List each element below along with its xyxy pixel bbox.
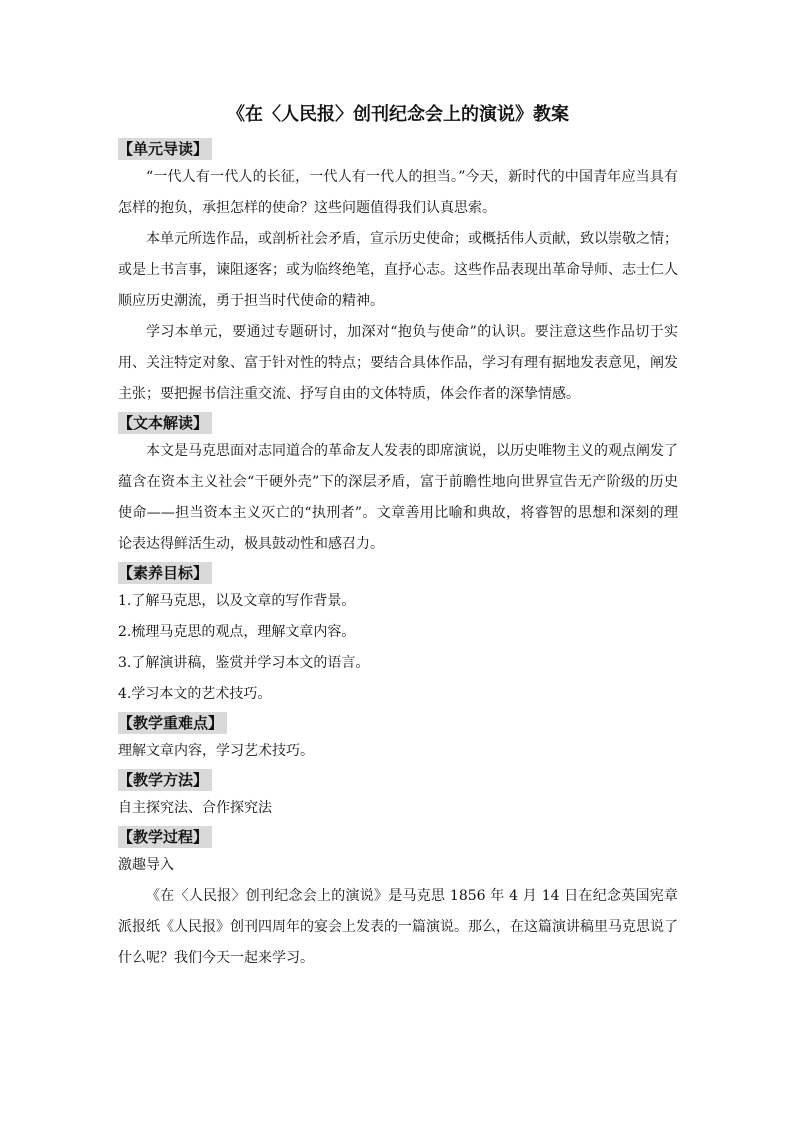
section-key-points bbox=[118, 710, 678, 767]
section-teaching-methods bbox=[118, 767, 678, 824]
section-unit-guide bbox=[118, 136, 678, 410]
paragraph: 本文是马克思面对志同道合的革命友人发表的即席演说，以历史唯物主义的观点阐发了蕴含在资本主义社会“干硬外壳”下的深层矛盾，富于前瞻性地向世界宣告无产阶级的历史使命——担当资本主义灭亡的“执刑者”。文章善用比喻和典故，将睿智的思想和深刻的理论表达得鲜活生动，极具鼓动性和感召力。 bbox=[118, 443, 678, 552]
section-heading: 【教学过程】 bbox=[118, 826, 212, 848]
paragraph: 本单元所选作品，或剖析社会矛盾，宣示历史使命；或概括伟人贡献，致以崇敬之情；或是上书言事，谏阻逐客；或为临终绝笔，直抒心志。这些作品表现出革命导师、志士仁人顺应历史潮流，勇于担当时代使命的精神。 bbox=[118, 231, 678, 309]
text-line: 理解文章内容，学习艺术技巧。 bbox=[118, 743, 314, 759]
paragraph: “一代人有一代人的长征，一代人有一代人的担当。”今天，新时代的中国青年应当具有怎样的抱负，承担怎样的使命？这些问题值得我们认真思索。 bbox=[118, 169, 678, 216]
section-teaching-process bbox=[118, 824, 678, 974]
text-line: 自主探究法、合作探究法 bbox=[118, 800, 272, 816]
section-text-interpretation bbox=[118, 410, 678, 560]
paragraph: 学习本单元，要通过专题研讨，加深对“抱负与使命”的认识。要注意这些作品切于实用、关注特定对象、富于针对性的特点；要结合具体作品，学习有理有据地发表意见，阐发主张；要把握书信注重交流、抒写自由的文体特质，体会作者的深挚情感。 bbox=[118, 324, 678, 402]
paragraph: 《在〈人民报〉创刊纪念会上的演说》是马克思 1856 年 4 月 14 日在纪念英国宪章派报纸《人民报》创刊四周年的宴会上发表的一篇演说。那么，在这篇演讲稿里马克思说了什么呢？我们今天一起来学习。 bbox=[118, 888, 678, 966]
section-heading: 【素养目标】 bbox=[118, 562, 212, 584]
section-heading: 【文本解读】 bbox=[118, 412, 212, 434]
section-heading: 【教学方法】 bbox=[118, 769, 212, 791]
list-item: 2.梳理马克思的观点，理解文章内容。 bbox=[118, 624, 356, 640]
document-page bbox=[118, 92, 678, 974]
section-heading: 【教学重难点】 bbox=[118, 712, 227, 734]
section-literacy-goals bbox=[118, 560, 678, 710]
list-item: 1.了解马克思，以及文章的写作背景。 bbox=[118, 593, 356, 609]
subheading: 激趣导入 bbox=[118, 857, 174, 873]
document-title: 《在〈人民报〉创刊纪念会上的演说》教案 bbox=[227, 104, 569, 125]
list-item: 3.了解演讲稿，鉴赏并学习本文的语言。 bbox=[118, 655, 370, 671]
list-item: 4.学习本文的艺术技巧。 bbox=[118, 686, 272, 702]
section-heading: 【单元导读】 bbox=[118, 138, 212, 160]
